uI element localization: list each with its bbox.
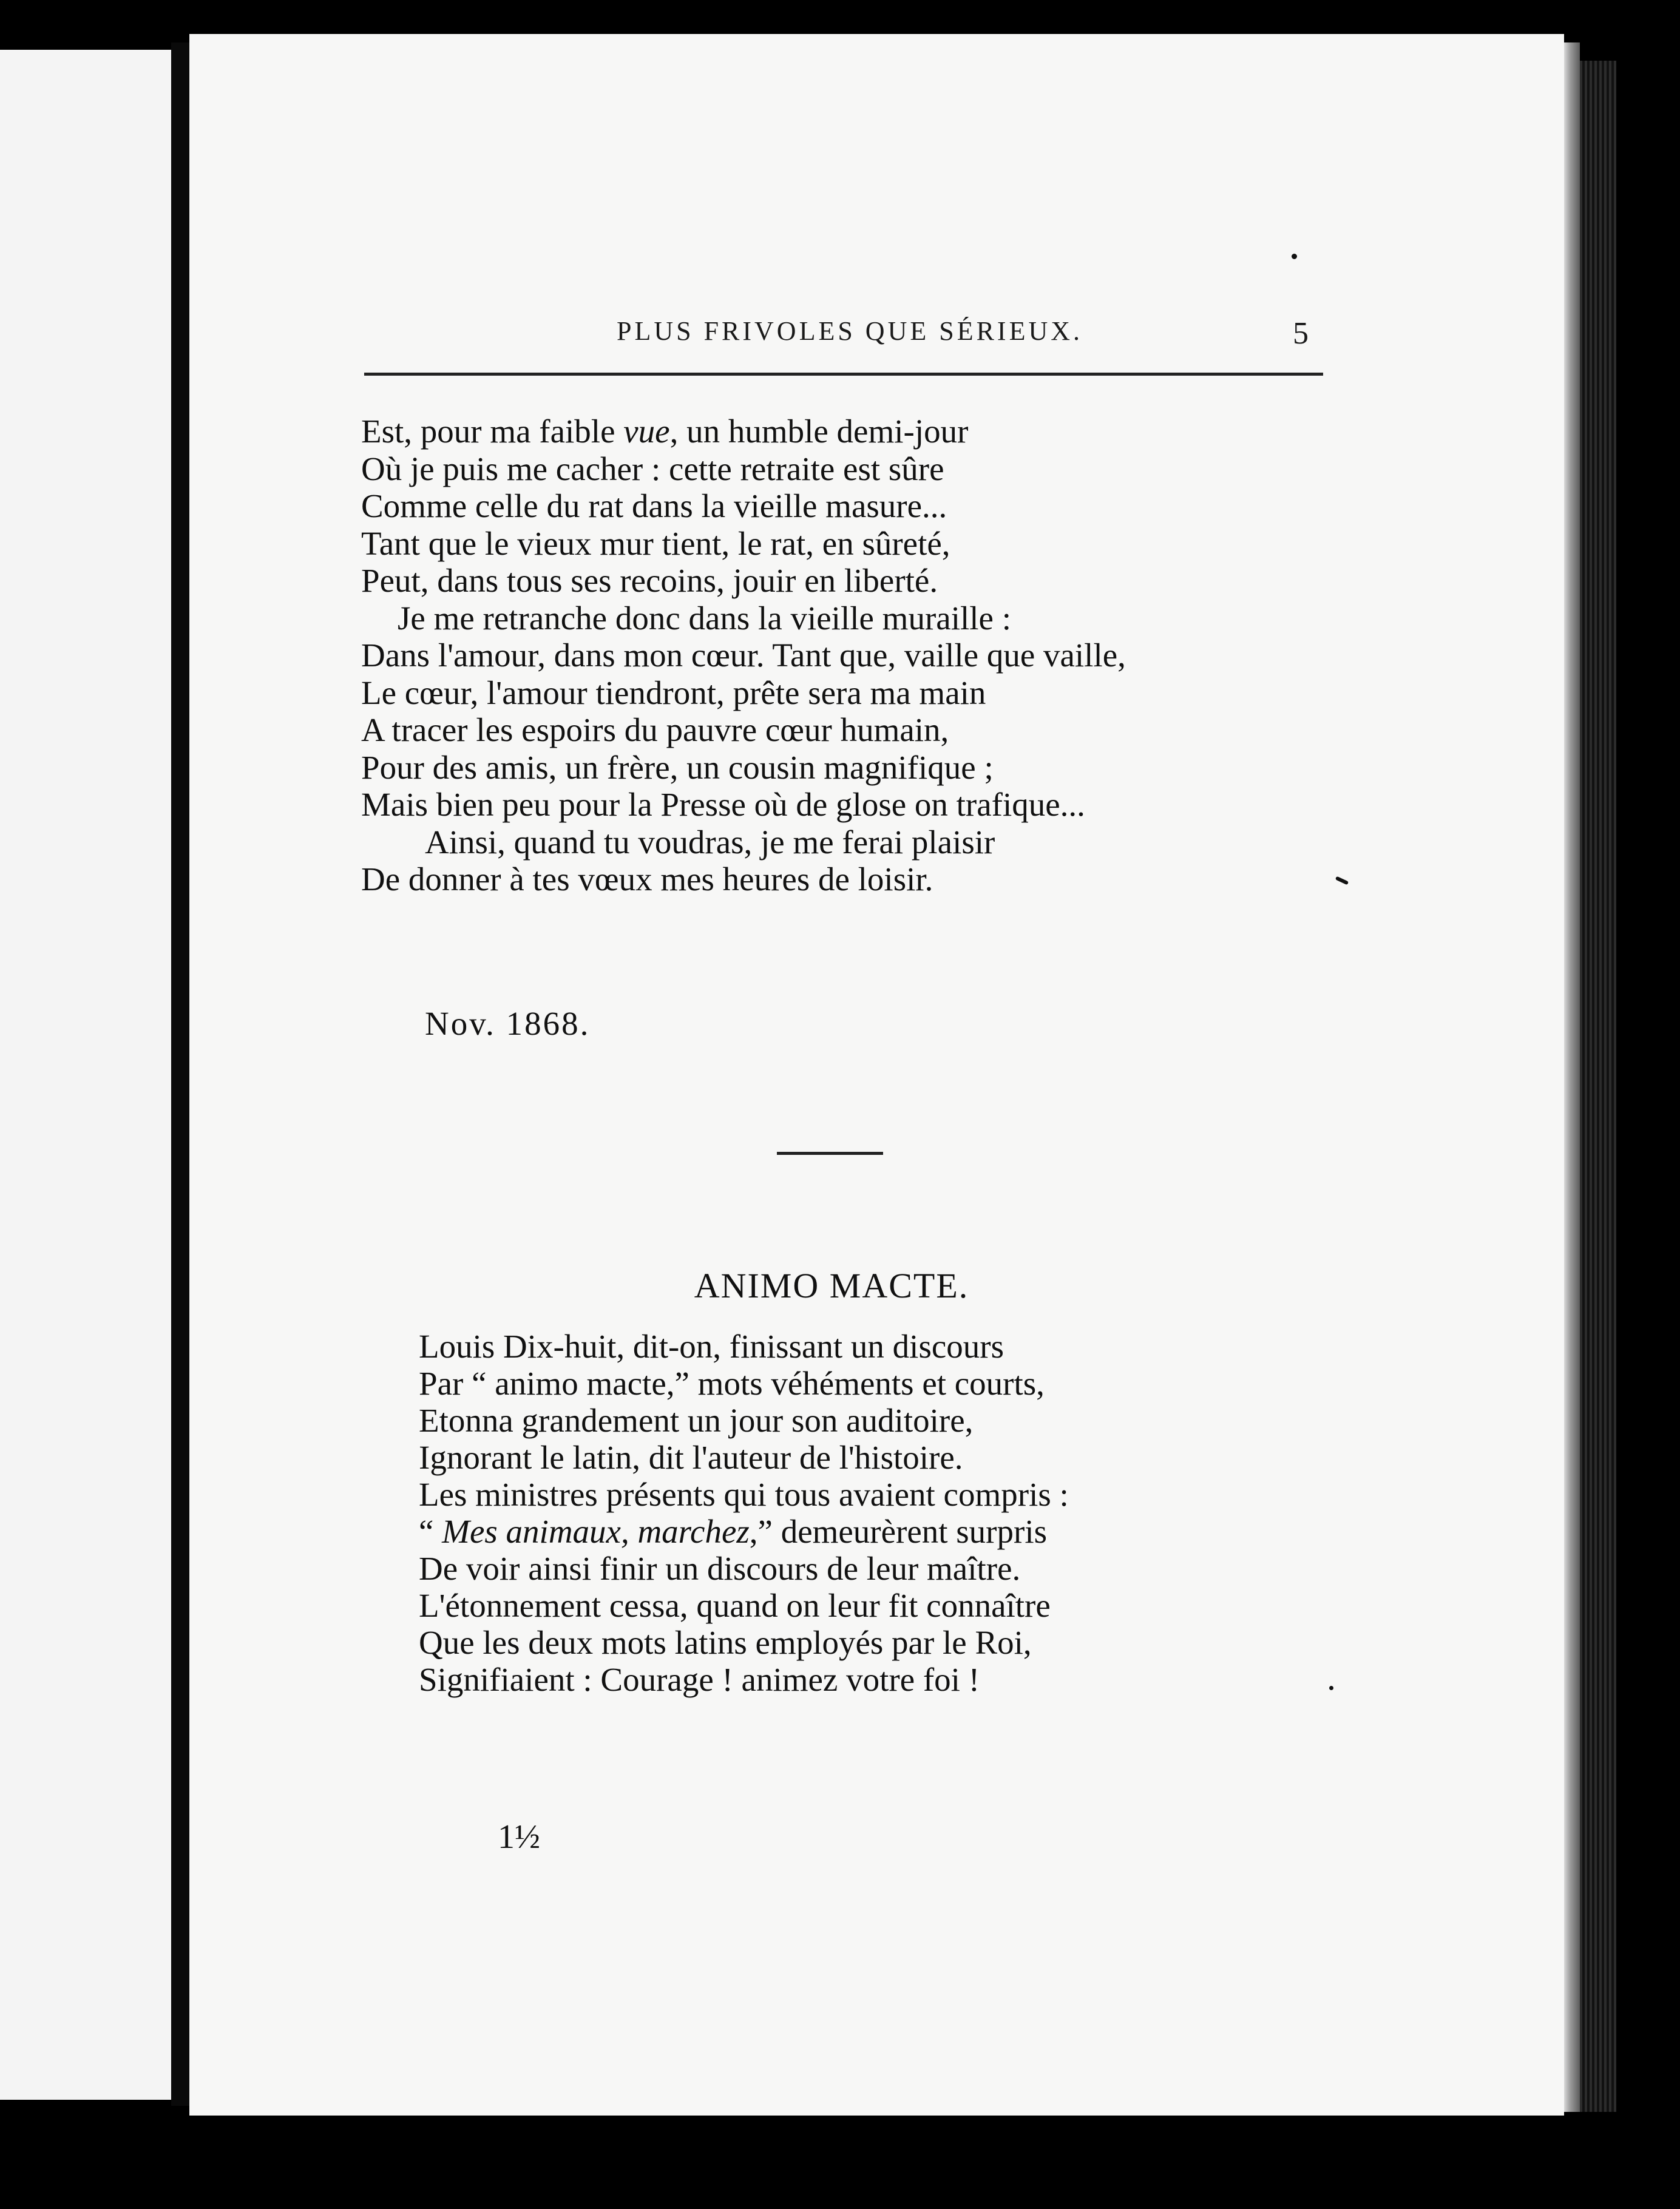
verse-line: Peut, dans tous ses recoins, jouir en liberté. [361,562,938,599]
previous-page-edge [0,50,171,2100]
poem-continuation [361,413,1429,898]
verse-line: Je me retranche donc dans la vieille muraille : [398,599,1011,637]
section-separator [777,1152,883,1155]
header-rule [364,373,1323,376]
verse-line: Mais bien peu pour la Presse où de glose on trafique... [361,786,1085,823]
ink-speck [1292,254,1297,259]
verse-line: “ Mes animaux, marchez,” demeurèrent surpris [419,1513,1048,1550]
poem-title: ANIMO MACTE. [694,1266,969,1305]
verse-line: Ignorant le latin, dit l'auteur de l'histoire. [419,1439,963,1476]
verse-line: Tant que le vieux mur tient, le rat, en sûreté, [361,524,950,562]
poem-animo-macte [419,1328,1390,1698]
book-gutter [171,42,189,2106]
verse-line: Dans l'amour, dans mon cœur. Tant que, vaille que vaille, [361,637,1126,674]
verse-line: Les ministres présents qui tous avaient compris : [419,1476,1069,1513]
verse-line: Par “ animo macte,” mots véhéments et courts, [419,1365,1045,1402]
signature-mark: 1½ [498,1818,540,1856]
verse-line: Louis Dix-huit, dit-on, finissant un discours [419,1328,1004,1365]
verse-line: A tracer les espoirs du pauvre cœur humain, [361,711,949,748]
page-number: 5 [1293,316,1309,351]
page-edge-shadow [1564,42,1580,2112]
verse-line: Le cœur, l'amour tiendront, prête sera ma main [361,674,986,711]
verse-line: De donner à tes vœux mes heures de loisir. [361,861,933,898]
verse-line: Que les deux mots latins employés par le Roi, [419,1624,1032,1661]
running-title: PLUS FRIVOLES QUE SÉRIEUX. [616,316,1083,346]
ink-speck [1329,1686,1333,1690]
verse-line: Est, pour ma faible vue, un humble demi-jour [361,413,969,450]
verse-line: Où je puis me cacher : cette retraite est sûre [361,450,944,487]
poem-date: Nov. 1868. [425,1005,591,1042]
verse-line: Signifiaient : Courage ! animez votre foi ! [419,1661,980,1698]
verse-line: Pour des amis, un frère, un cousin magnifique ; [361,748,994,786]
verse-line: Ainsi, quand tu voudras, je me ferai plaisir [425,823,995,861]
verse-line: Comme celle du rat dans la vieille masure... [361,487,947,524]
verse-line: Etonna grandement un jour son auditoire, [419,1402,974,1439]
verse-line: De voir ainsi finir un discours de leur maître. [419,1550,1021,1587]
verse-line: L'étonnement cessa, quand on leur fit connaître [419,1587,1051,1624]
page-stack [1580,61,1616,2112]
